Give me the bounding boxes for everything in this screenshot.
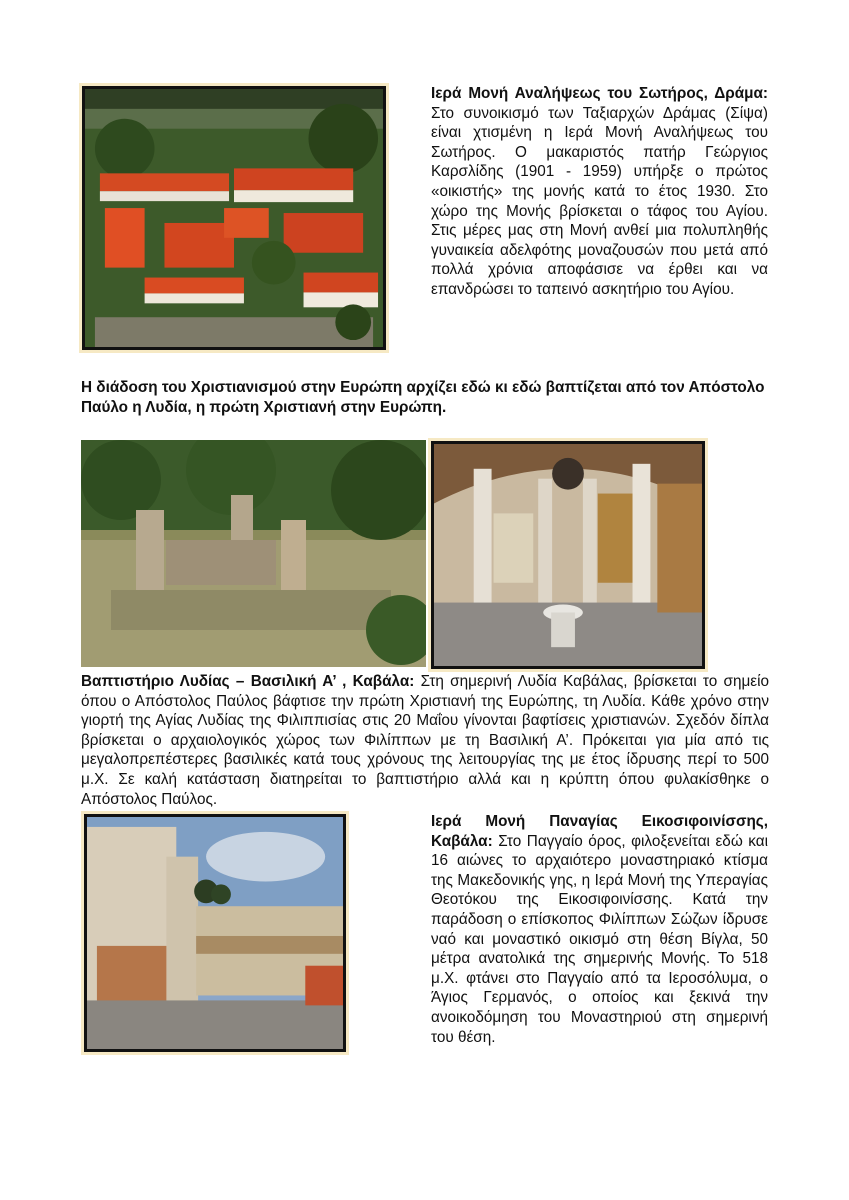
section-title: Ιερά Μονή Αναλήψεως του Σωτήρος, Δράμα: [431,85,768,102]
baptistery-interior-photo [431,441,705,669]
section-body: Στο συνοικισμό των Ταξιαρχών Δράμας (Σίψα) είναι χτισμένη η Ιερά Μονή Αναλήψεως του Σωτήρος. Ο μακαριστός πατήρ Γεώργιος Καρσλίδης (1901 - 1959) υπήρξε ο πρώτος «οικιστής» της μονής κατά το έτος 1930. Στο χώρο της Μονής βρίσκεται ο τάφος του Αγίου. Στις μέρες μας στη Μονή ανθεί μια πολυπληθής γυναικεία αδελφότης μοναζουσών που μετά από πολλά χρόνια αποφάσισε να έρθει και να επανδρώσει το ταπεινό ασκητήριο του Αγίου. [431,104,768,298]
section-body: Στο Παγγαίο όρος, φιλοξενείται εδώ και 16 αιώνες το αρχαιότερο μοναστηριακό κτίσμα της Μακεδονικής γης, η Ιερά Μονή της Υπεραγίας Θεοτόκου της Εικοσιφοινίσσης. Κατά την παράδοση ο επίσκοπος Φιλίππων Σώζων ίδρυσε ναό και μοναστικό οικισμό στη θέση Βίγλα, 50 μέτρα ανατολικά της σημερινής Μονής. Το 518 μ.Χ. φτάνει στο Παγγαίο από τα Ιεροσόλυμα, ο Άγιος Γερμανός, ο οποίος και ξεκινά την ανοικοδόμηση του Μοναστηριού στη σημερινή του θέση. [431,832,768,1046]
section-monastery-eikosifoinissa [431,812,768,1047]
monastery-eikosifoinissa-photo [84,814,346,1052]
section-baptistery-lydia [81,672,769,809]
basilica-ruins-photo [81,440,426,667]
section-body: Στη σημερινή Λυδία Καβάλας, βρίσκεται το σημείο όπου ο Απόστολος Παύλος βάφτισε την πρώτη Χριστιανή της Ευρώπης, τη Λυδία. Κάθε χρόνο στην γιορτή της Αγίας Λυδίας της Φιλιππισίας στις 20 Μαΐου γίνονται βαφτίσεις χριστιανών. Σχεδόν δίπλα βρίσκεται ο αρχαιολογικός χώρος των Φιλίππων με τη Βασιλική Α’. Πρόκειται για μία από τις μεγαλοπρεπέστερες βασιλικές κατά τους χρόνους της λειτουργίας της με έτος ίδρυσης περί το 500 μ.Χ. Σε καλή κατάσταση διατηρείται το βαπτιστήριο αλλά και η κρύπτη όπου φυλακίσθηκε ο Απόστολος Παύλος. [81,673,770,808]
intro-paragraph [81,378,769,417]
intro-text: Η διάδοση του Χριστιανισμού στην Ευρώπη αρχίζει εδώ κι εδώ βαπτίζεται από τον Απόστολο Παύλο η Λυδία, η πρώτη Χριστιανή στην Ευρώπη. [81,379,765,416]
section-title: Ιερά Μονή Παναγίας Εικοσιφοινίσσης, Καβάλα: [431,813,768,850]
section-monastery-analipseos [431,84,768,300]
section-title: Βαπτιστήριο Λυδίας – Βασιλική Α’ , Καβάλα: [81,673,415,690]
monastery-analipseos-photo [82,86,386,350]
